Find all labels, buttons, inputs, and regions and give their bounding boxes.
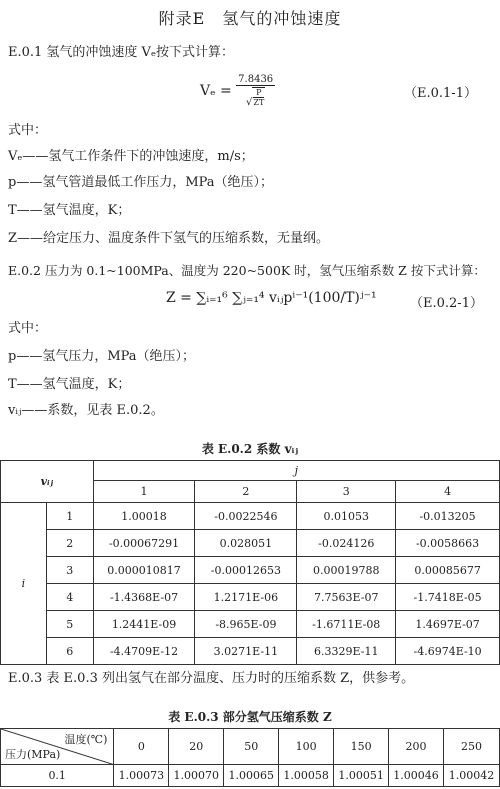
where-label-e01: 式中：	[8, 123, 48, 138]
formula-e01-p: P	[253, 88, 264, 98]
table-cell: 0.00085677	[396, 557, 500, 584]
definition-t: T——氢气温度，K；	[8, 203, 131, 218]
table-cell: 3.0271E-11	[195, 638, 297, 665]
table-row	[1, 557, 500, 584]
definition-t2: T——氢气温度，K；	[8, 377, 131, 392]
table-cell: -0.0058663	[396, 530, 500, 557]
table-cell: 1.00046	[389, 765, 444, 787]
table-e02-row-index: 4	[46, 584, 93, 611]
table-cell: -1.6711E-08	[297, 611, 396, 638]
table-cell: -8.965E-09	[195, 611, 297, 638]
table-e03-col-header: 100	[279, 729, 334, 765]
table-cell: 0.000010817	[93, 557, 195, 584]
table-cell: 0.01053	[297, 503, 396, 530]
table-e02-caption: 表 E.0.2 系数 vᵢⱼ	[201, 442, 299, 456]
table-e03	[0, 728, 500, 787]
section-e03-intro: E.0.3 表 E.0.3 列出氢气在部分温度、压力时的压缩系数 Z，供参考。	[8, 671, 415, 686]
table-cell: 1.00042	[444, 765, 500, 787]
table-e02-row-index: 1	[46, 503, 93, 530]
table-e03-row-pressure: 0.1	[1, 765, 114, 787]
table-cell: -1.4368E-07	[93, 584, 195, 611]
table-e02	[0, 460, 500, 665]
table-row	[1, 503, 500, 530]
definition-p2: p——氢气压力，MPa（绝压）；	[8, 349, 196, 364]
table-cell: 1.00018	[93, 503, 195, 530]
table-row	[1, 584, 500, 611]
table-e02-i-header: i	[1, 503, 47, 665]
table-cell: -4.4709E-12	[93, 638, 195, 665]
table-cell: 7.7563E-07	[297, 584, 396, 611]
table-e03-col-header: 200	[389, 729, 444, 765]
definition-vij: vᵢⱼ——系数，见表 E.0.2。	[8, 403, 164, 418]
table-cell: 6.3329E-11	[297, 638, 396, 665]
section-e02-intro: E.0.2 压力为 0.1~100MPa、温度为 220~500K 时，氢气压缩系数 Z 按下式计算：	[8, 263, 486, 278]
table-cell: -1.7418E-05	[396, 584, 500, 611]
definition-p: p——氢气管道最低工作压力，MPa（绝压）；	[8, 175, 274, 190]
table-cell: -4.6974E-10	[396, 638, 500, 665]
definition-z: Z——给定压力、温度条件下氢气的压缩系数，无量纲。	[8, 231, 330, 246]
table-cell: 1.2171E-06	[195, 584, 297, 611]
table-e02-row-index: 2	[46, 530, 93, 557]
table-cell: -0.013205	[396, 503, 500, 530]
formula-e01-zt: ZT	[253, 98, 265, 107]
table-cell: -0.024126	[297, 530, 396, 557]
table-e02-j-header: j	[93, 461, 499, 481]
table-e02-row-index: 5	[46, 611, 93, 638]
table-e03-col-header: 150	[334, 729, 389, 765]
table-e03-temp-header: 温度(℃)	[64, 733, 108, 746]
table-cell: 0.028051	[195, 530, 297, 557]
table-e03-corner	[1, 729, 114, 765]
where-label-e02: 式中：	[8, 321, 48, 336]
table-cell: -0.00067291	[93, 530, 195, 557]
table-e02-row-index: 6	[46, 638, 93, 665]
table-cell: 1.00065	[224, 765, 279, 787]
formula-e02: Z = ∑ᵢ₌₁⁶ ∑ⱼ₌₁⁴ vᵢⱼpⁱ⁻¹(100/T)ʲ⁻¹	[166, 290, 377, 306]
table-e02-col-header: 4	[396, 481, 500, 503]
table-e02-col-header: 1	[93, 481, 195, 503]
table-cell: 1.00073	[114, 765, 169, 787]
formula-e01	[200, 74, 275, 108]
equation-number-e02: （E.0.2-1）	[410, 296, 483, 311]
table-cell: -0.0022546	[195, 503, 297, 530]
table-cell: 1.00058	[279, 765, 334, 787]
formula-e01-lhs: Vₑ =	[200, 83, 232, 99]
equation-number-e01: （E.0.1-1）	[404, 86, 477, 101]
table-row	[1, 530, 500, 557]
table-e02-col-header: 3	[297, 481, 396, 503]
definition-ve: Vₑ——氢气工作条件下的冲蚀速度，m/s；	[8, 149, 254, 164]
table-cell: -0.00012653	[195, 557, 297, 584]
section-e01-intro: E.0.1 氢气的冲蚀速度 Vₑ按下式计算：	[8, 45, 234, 60]
table-row	[1, 638, 500, 665]
table-cell: 1.00051	[334, 765, 389, 787]
table-cell: 0.00019788	[297, 557, 396, 584]
table-row	[1, 765, 500, 787]
table-cell: 1.2441E-09	[93, 611, 195, 638]
table-e02-corner: vᵢⱼ	[1, 461, 94, 503]
page-title: 附录E 氢气的冲蚀速度	[158, 9, 342, 28]
table-cell: 1.00070	[169, 765, 224, 787]
table-e03-col-header: 20	[169, 729, 224, 765]
table-e03-caption: 表 E.0.3 部分氢气压缩系数 Z	[168, 710, 332, 724]
formula-e01-denominator: √ $\frac{P}{ZT}$	[246, 88, 265, 108]
table-e03-pressure-header: 压力(MPa)	[5, 748, 61, 761]
table-e03-col-header: 0	[114, 729, 169, 765]
table-e03-col-header: 250	[444, 729, 500, 765]
table-cell: 1.4697E-07	[396, 611, 500, 638]
table-e02-row-index: 3	[46, 557, 93, 584]
formula-e01-numerator: 7.8436	[238, 74, 274, 85]
table-e03-col-header: 50	[224, 729, 279, 765]
formula-e01-fraction	[236, 74, 275, 108]
table-e02-col-header: 2	[195, 481, 297, 503]
table-row	[1, 611, 500, 638]
